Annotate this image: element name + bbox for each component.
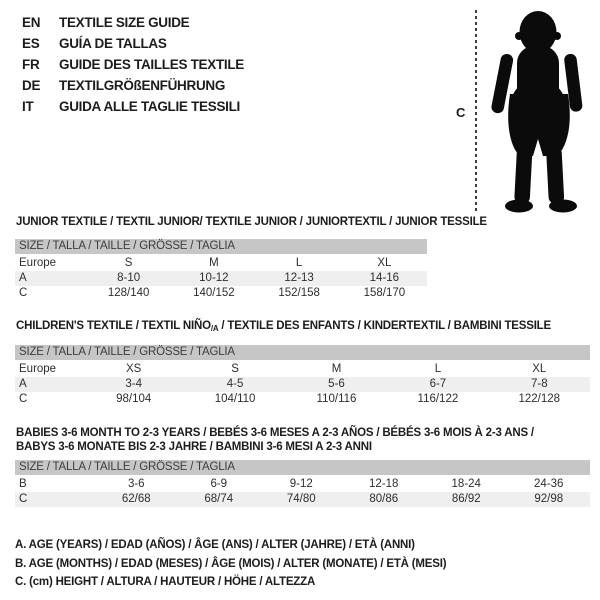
row-label: B [19, 478, 27, 490]
cell: 12-18 [369, 478, 399, 490]
cell: 10-12 [199, 272, 229, 284]
cell: 140/152 [193, 287, 235, 299]
footnote-b: B. AGE (MONTHS) / EDAD (MESES) / ÂGE (MOIS) / ALTER (MONATE) / ETÀ (MESI) [15, 557, 447, 570]
cell: 12-13 [284, 272, 314, 284]
language-code: DE [22, 78, 41, 93]
table-title: JUNIOR TEXTILE / TEXTIL JUNIOR/ TEXTILE JUNIOR / JUNIORTEXTIL / JUNIOR TESSILE [16, 216, 487, 228]
cell: 80/86 [369, 493, 399, 505]
toddler-silhouette-image [487, 8, 593, 214]
table-title-line1: BABIES 3-6 MONTH TO 2-3 YEARS / BEBÉS 3-6 MESES A 2-3 AÑOS / BÉBÉS 3-6 MOIS À 2-3 ANS / [16, 427, 534, 439]
cell: 24-36 [534, 478, 564, 490]
cell: 9-12 [289, 478, 313, 490]
cell: 122/128 [518, 393, 561, 405]
cell: 128/140 [107, 287, 150, 299]
table-row [15, 477, 590, 492]
table-row [15, 271, 427, 286]
size-header-band: SIZE / TALLA / TAILLE / GRÖSSE / TAGLIA [15, 239, 427, 254]
cell: 3-6 [127, 478, 145, 490]
footnote-c: C. (cm) HEIGHT / ALTURA / HAUTEUR / HÖHE / ALTEZZA [15, 576, 316, 588]
cell: M [209, 257, 219, 269]
language-title: GUÍA DE TALLAS [59, 36, 167, 51]
babies-textile-table [15, 426, 590, 507]
cell: S [231, 363, 239, 375]
table-row [15, 286, 427, 301]
cell: S [124, 257, 133, 269]
height-measure-label: C [456, 105, 466, 120]
size-header-band: SIZE / TALLA / TAILLE / GRÖSSE / TAGLIA [15, 345, 590, 360]
height-measure-dashed-line [475, 10, 477, 212]
row-label: Europe [19, 257, 57, 269]
language-row-en [22, 12, 244, 33]
row-label: C [19, 393, 28, 405]
cell: 104/110 [214, 393, 256, 405]
language-title: TEXTILE SIZE GUIDE [59, 15, 190, 30]
cell: XL [377, 257, 392, 269]
cell: 152/158 [278, 287, 320, 299]
cell: 158/170 [363, 287, 406, 299]
row-label: C [19, 287, 28, 299]
cell: 3-4 [125, 378, 142, 390]
cell: 86/92 [451, 493, 481, 505]
cell: 4-5 [226, 378, 244, 390]
table-row [15, 392, 590, 407]
language-row-fr [22, 54, 244, 75]
language-title: TEXTILGRÖßENFÜHRUNG [59, 78, 226, 93]
table-row [15, 362, 590, 377]
language-row-de [22, 75, 244, 96]
cell: 6-9 [210, 478, 228, 490]
cell: 7-8 [530, 378, 548, 390]
table-title [16, 319, 590, 336]
table-title-pre: CHILDREN'S TEXTILE / TEXTIL NIÑO [16, 320, 211, 332]
table-row [15, 377, 590, 392]
cell: 110/116 [316, 393, 357, 405]
cell: 92/98 [534, 493, 564, 505]
footnotes [15, 536, 446, 592]
junior-textile-table [15, 215, 487, 301]
language-row-it [22, 96, 244, 117]
cell: 68/74 [204, 493, 234, 505]
cell: 62/68 [121, 493, 151, 505]
cell: M [331, 363, 342, 375]
language-code: IT [22, 99, 34, 114]
cell: 116/122 [417, 393, 459, 405]
table-row [15, 492, 590, 507]
cell: 8-10 [117, 272, 141, 284]
cell: L [434, 363, 442, 375]
language-code: EN [22, 15, 41, 30]
cell: 74/80 [286, 493, 316, 505]
table-row [15, 256, 427, 271]
size-header-band: SIZE / TALLA / TAILLE / GRÖSSE / TAGLIA [15, 460, 590, 475]
language-list [22, 12, 244, 117]
footnote-a: A. AGE (YEARS) / EDAD (AÑOS) / ÂGE (ANS) / ALTER (JAHRE) / ETÀ (ANNI) [15, 539, 415, 551]
cell: 5-6 [328, 378, 345, 390]
cell: XS [126, 363, 142, 375]
cell: 18-24 [451, 478, 481, 490]
table-title-post: / TEXTILE DES ENFANTS / KINDERTEXTIL / BAMBINI TESSILE [218, 320, 551, 332]
cell: XL [532, 363, 547, 375]
cell: 6-7 [429, 378, 447, 390]
language-code: ES [22, 36, 40, 51]
row-label: A [19, 378, 27, 390]
children-textile-table [15, 319, 590, 407]
cell: 98/104 [116, 393, 152, 405]
language-title: GUIDE DES TAILLES TEXTILE [59, 57, 245, 72]
table-title-line2: BABYS 3-6 MONATE BIS 2-3 JAHRE / BAMBINI 3-6 MESI A 2-3 ANNI [16, 441, 372, 453]
row-label: C [19, 493, 28, 505]
language-title: GUIDA ALLE TAGLIE TESSILI [59, 99, 240, 114]
language-code: FR [22, 57, 40, 72]
table-title-sub: /A [210, 324, 219, 333]
cell: 14-16 [369, 272, 400, 284]
row-label: A [19, 272, 27, 284]
row-label: Europe [19, 363, 57, 375]
language-row-es [22, 33, 244, 54]
cell: L [295, 257, 303, 269]
